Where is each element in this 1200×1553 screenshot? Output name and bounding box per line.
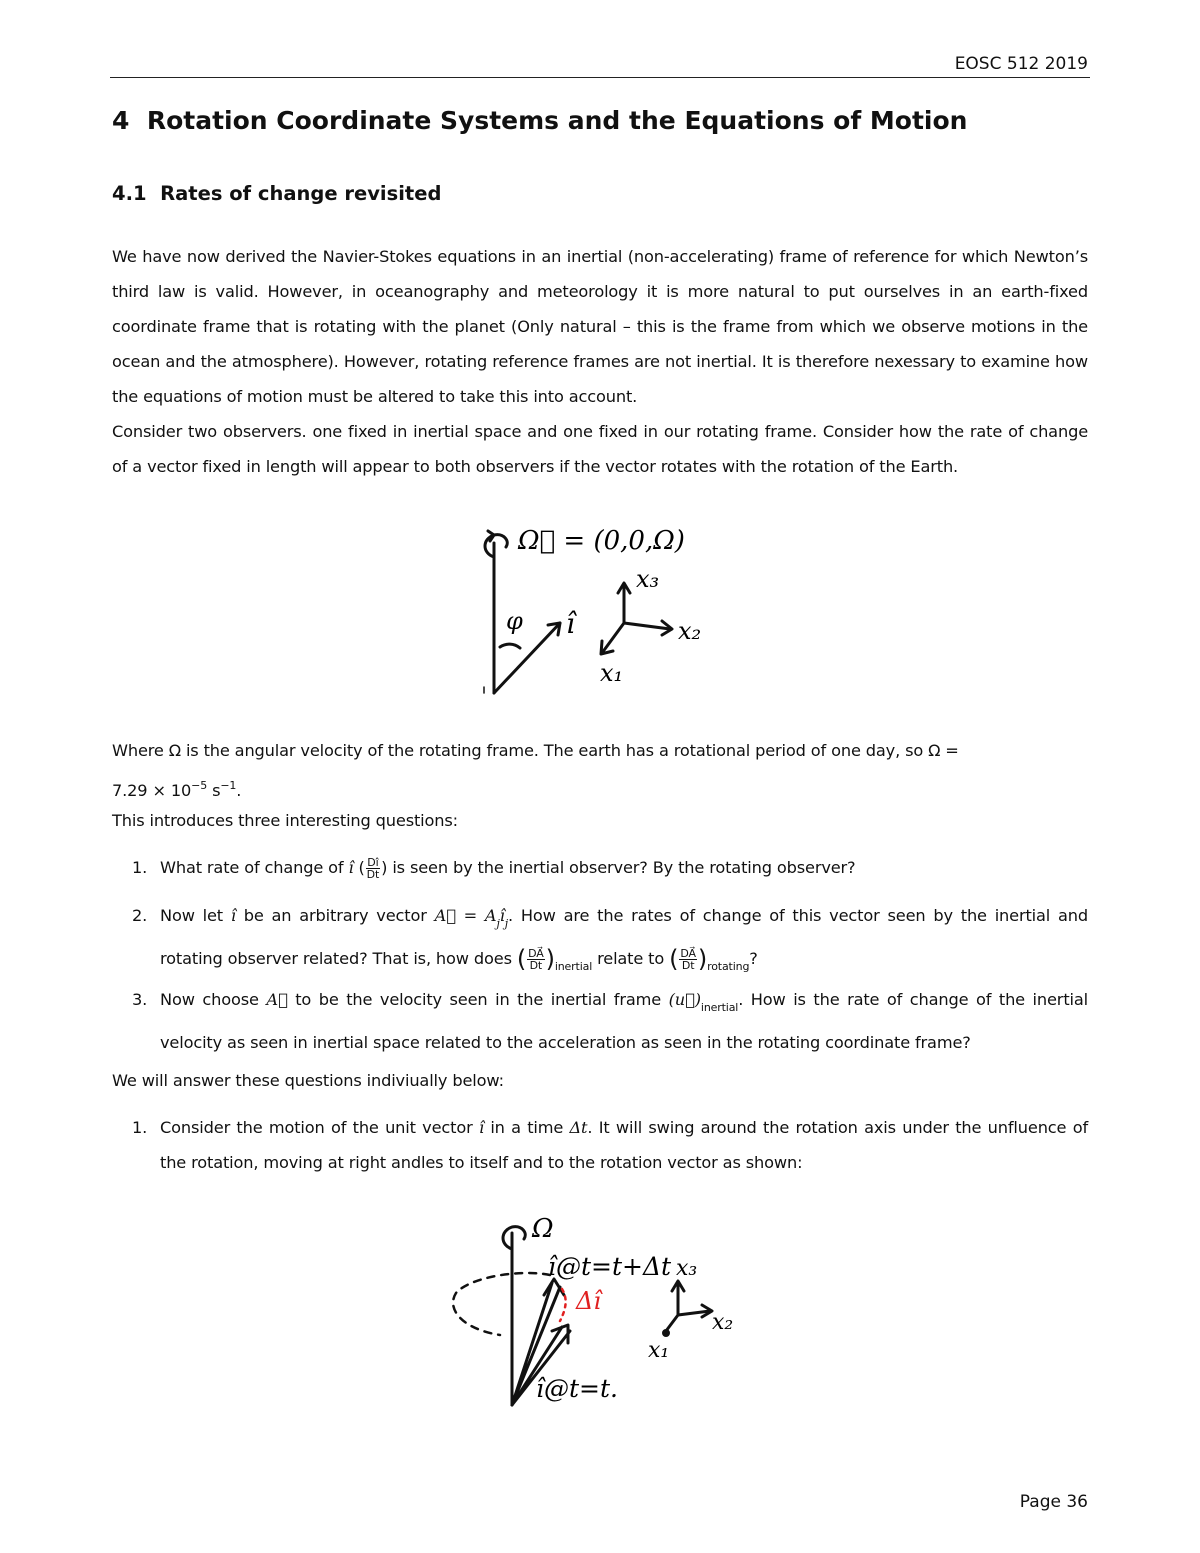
answer-text: Consider the motion of the unit vector — [160, 1118, 479, 1137]
ihat-symbol: î — [230, 906, 236, 925]
figure-rotating-frame — [470, 505, 730, 705]
question-2: 2. Now let î be an arbitrary vector A⃗ = $A_jî_j$. How are the rates of change of this vector seen by the inertial and rotating observer related? That is, how does ( $\frac{DA⃗}{Dt}$ )$_{inertial}$ relate to ( $\frac{DA⃗}{Dt}$ )$_{rotating}$? — [112, 898, 1088, 984]
omega-value — [112, 768, 1088, 808]
subsection-number: 4.1 — [112, 182, 147, 205]
header-rule — [110, 77, 1090, 78]
ihat-symbol: î — [499, 906, 505, 925]
velocity-symbol: (u⃗) — [668, 990, 701, 1009]
omega-unit-exponent: −1 — [220, 779, 237, 792]
page-number: Page 36 — [1019, 1492, 1088, 1512]
fraction — [527, 948, 545, 971]
section-number: 4 — [112, 106, 130, 135]
x1-label: x₁ — [600, 659, 624, 687]
subscript: j — [504, 917, 509, 930]
question-text: be an arbitrary vector — [235, 906, 435, 925]
question-1: 1. What rate of change of î ( $\frac{Dî}{Dt}$ ) is seen by the inertial observer? By the rotating observer? — [112, 850, 1088, 885]
i-at-t-plus-dt-label: î@t=t+Δt — [548, 1252, 672, 1281]
omega-unit: s — [207, 781, 221, 800]
ihat-label: î — [566, 607, 575, 640]
x1-label: x₁ — [648, 1338, 670, 1363]
fraction-numerator: Dî — [367, 856, 379, 869]
subsection-heading — [112, 182, 441, 205]
subscript-inertial: inertial — [700, 1001, 739, 1014]
answer-1 — [112, 1110, 1088, 1180]
question-text: What rate of change of — [160, 858, 349, 877]
question-number: 3. — [132, 990, 148, 1009]
rotation-path-dashed — [453, 1273, 550, 1335]
question-text: to be the velocity seen in the inertial frame — [287, 990, 669, 1009]
answers-intro: We will answer these questions indiviually below: — [112, 1071, 504, 1090]
subscript-inertial: inertial — [554, 960, 593, 973]
delta-i-label: Δî — [576, 1287, 602, 1315]
x2-label: x₂ — [712, 1310, 734, 1335]
question-text: Now choose — [160, 990, 267, 1009]
question-number: 2. — [132, 906, 148, 925]
fraction-denominator: Dt — [366, 868, 380, 881]
fraction-denominator: Dt — [529, 959, 543, 972]
question-text: relate to — [592, 949, 670, 968]
question-text: Now let — [160, 906, 231, 925]
x2-label: x₂ — [678, 617, 702, 645]
i-at-t-label: î@t=t. — [536, 1374, 618, 1403]
question-number: 1. — [132, 858, 148, 877]
fraction — [366, 857, 380, 880]
subsection-title: Rates of change revisited — [160, 182, 442, 205]
intro-paragraph-2: Consider two observers. one fixed in inertial space and one fixed in our rotating frame. Consider how the rate of change of a vector fixed in length will appear to both observers if the vector rotates with the rotation of the Earth. — [112, 422, 1088, 476]
subscript-rotating: rotating — [707, 960, 750, 973]
answer-text: in a time — [483, 1118, 570, 1137]
intro-paragraph-1: We have now derived the Navier-Stokes equations in an inertial (non-accelerating) frame of reference for which Newton’s third law is valid. However, in oceanography and meteorology it is more natural to put ourselves in an earth-fixed coordinate frame that is rotating with the planet (Only natural – this is the frame from which we observe motions in the ocean and the atmosphere). However, rotating reference frames are not inertial. It is therefore nexessary to examine how the equations of motion must be altered to take this into account. — [112, 247, 1088, 406]
question-text: ? — [749, 949, 758, 968]
omega-vector-label: Ω⃗ = (0,0,Ω) — [518, 526, 685, 556]
rotation-swirl — [485, 535, 507, 557]
question-text: . How is the rate of change of the inertial velocity as seen in inertial space related to the acceleration as seen in the rotating coordinate frame? — [160, 990, 1088, 1052]
section-heading — [112, 106, 967, 135]
subscript: j — [496, 917, 500, 930]
phi-label: φ — [506, 607, 523, 635]
section-title: Rotation Coordinate Systems and the Equations of Motion — [146, 106, 968, 135]
omega-definition — [112, 733, 1088, 768]
figure-vector-swing — [440, 1205, 740, 1415]
questions-intro: This introduces three interesting questions: — [112, 811, 458, 830]
omega-label: Ω — [532, 1214, 554, 1244]
ihat-symbol: î — [348, 858, 354, 877]
delta-t-symbol: Δt — [569, 1118, 588, 1137]
x3-label: x₃ — [676, 1256, 698, 1281]
ihat-symbol: î — [478, 1118, 484, 1137]
fraction-numerator: DA⃗ — [680, 947, 696, 960]
rotation-swirl — [503, 1227, 525, 1249]
answer-number: 1. — [132, 1118, 148, 1137]
question-text: . How are the rates of change of this vector seen by the inertial and rotating observer related? That is, how does — [160, 906, 1088, 968]
omega-period: . — [236, 781, 242, 800]
vector-a: A⃗ = A — [434, 906, 497, 925]
vector-a: A⃗ — [266, 990, 288, 1009]
fraction — [679, 948, 697, 971]
running-header: EOSC 512 2019 — [954, 54, 1088, 74]
omega-number: 7.29 × 10 — [112, 781, 192, 800]
omega-definition-text: Where Ω is the angular velocity of the rotating frame. The earth has a rotational period of one day, so Ω = — [112, 741, 959, 760]
x3-label: x₃ — [636, 565, 660, 593]
fraction-denominator: Dt — [681, 959, 695, 972]
fraction-numerator: DA⃗ — [528, 947, 544, 960]
unit-vector-line — [494, 623, 560, 693]
question-3 — [112, 982, 1088, 1060]
question-text: is seen by the inertial observer? By the rotating observer? — [387, 858, 856, 877]
answer-text: . It will swing around the rotation axis under the unfluence of the rotation, moving at right andles to itself and to the rotation vector as shown: — [160, 1118, 1089, 1172]
omega-exponent: −5 — [191, 779, 208, 792]
